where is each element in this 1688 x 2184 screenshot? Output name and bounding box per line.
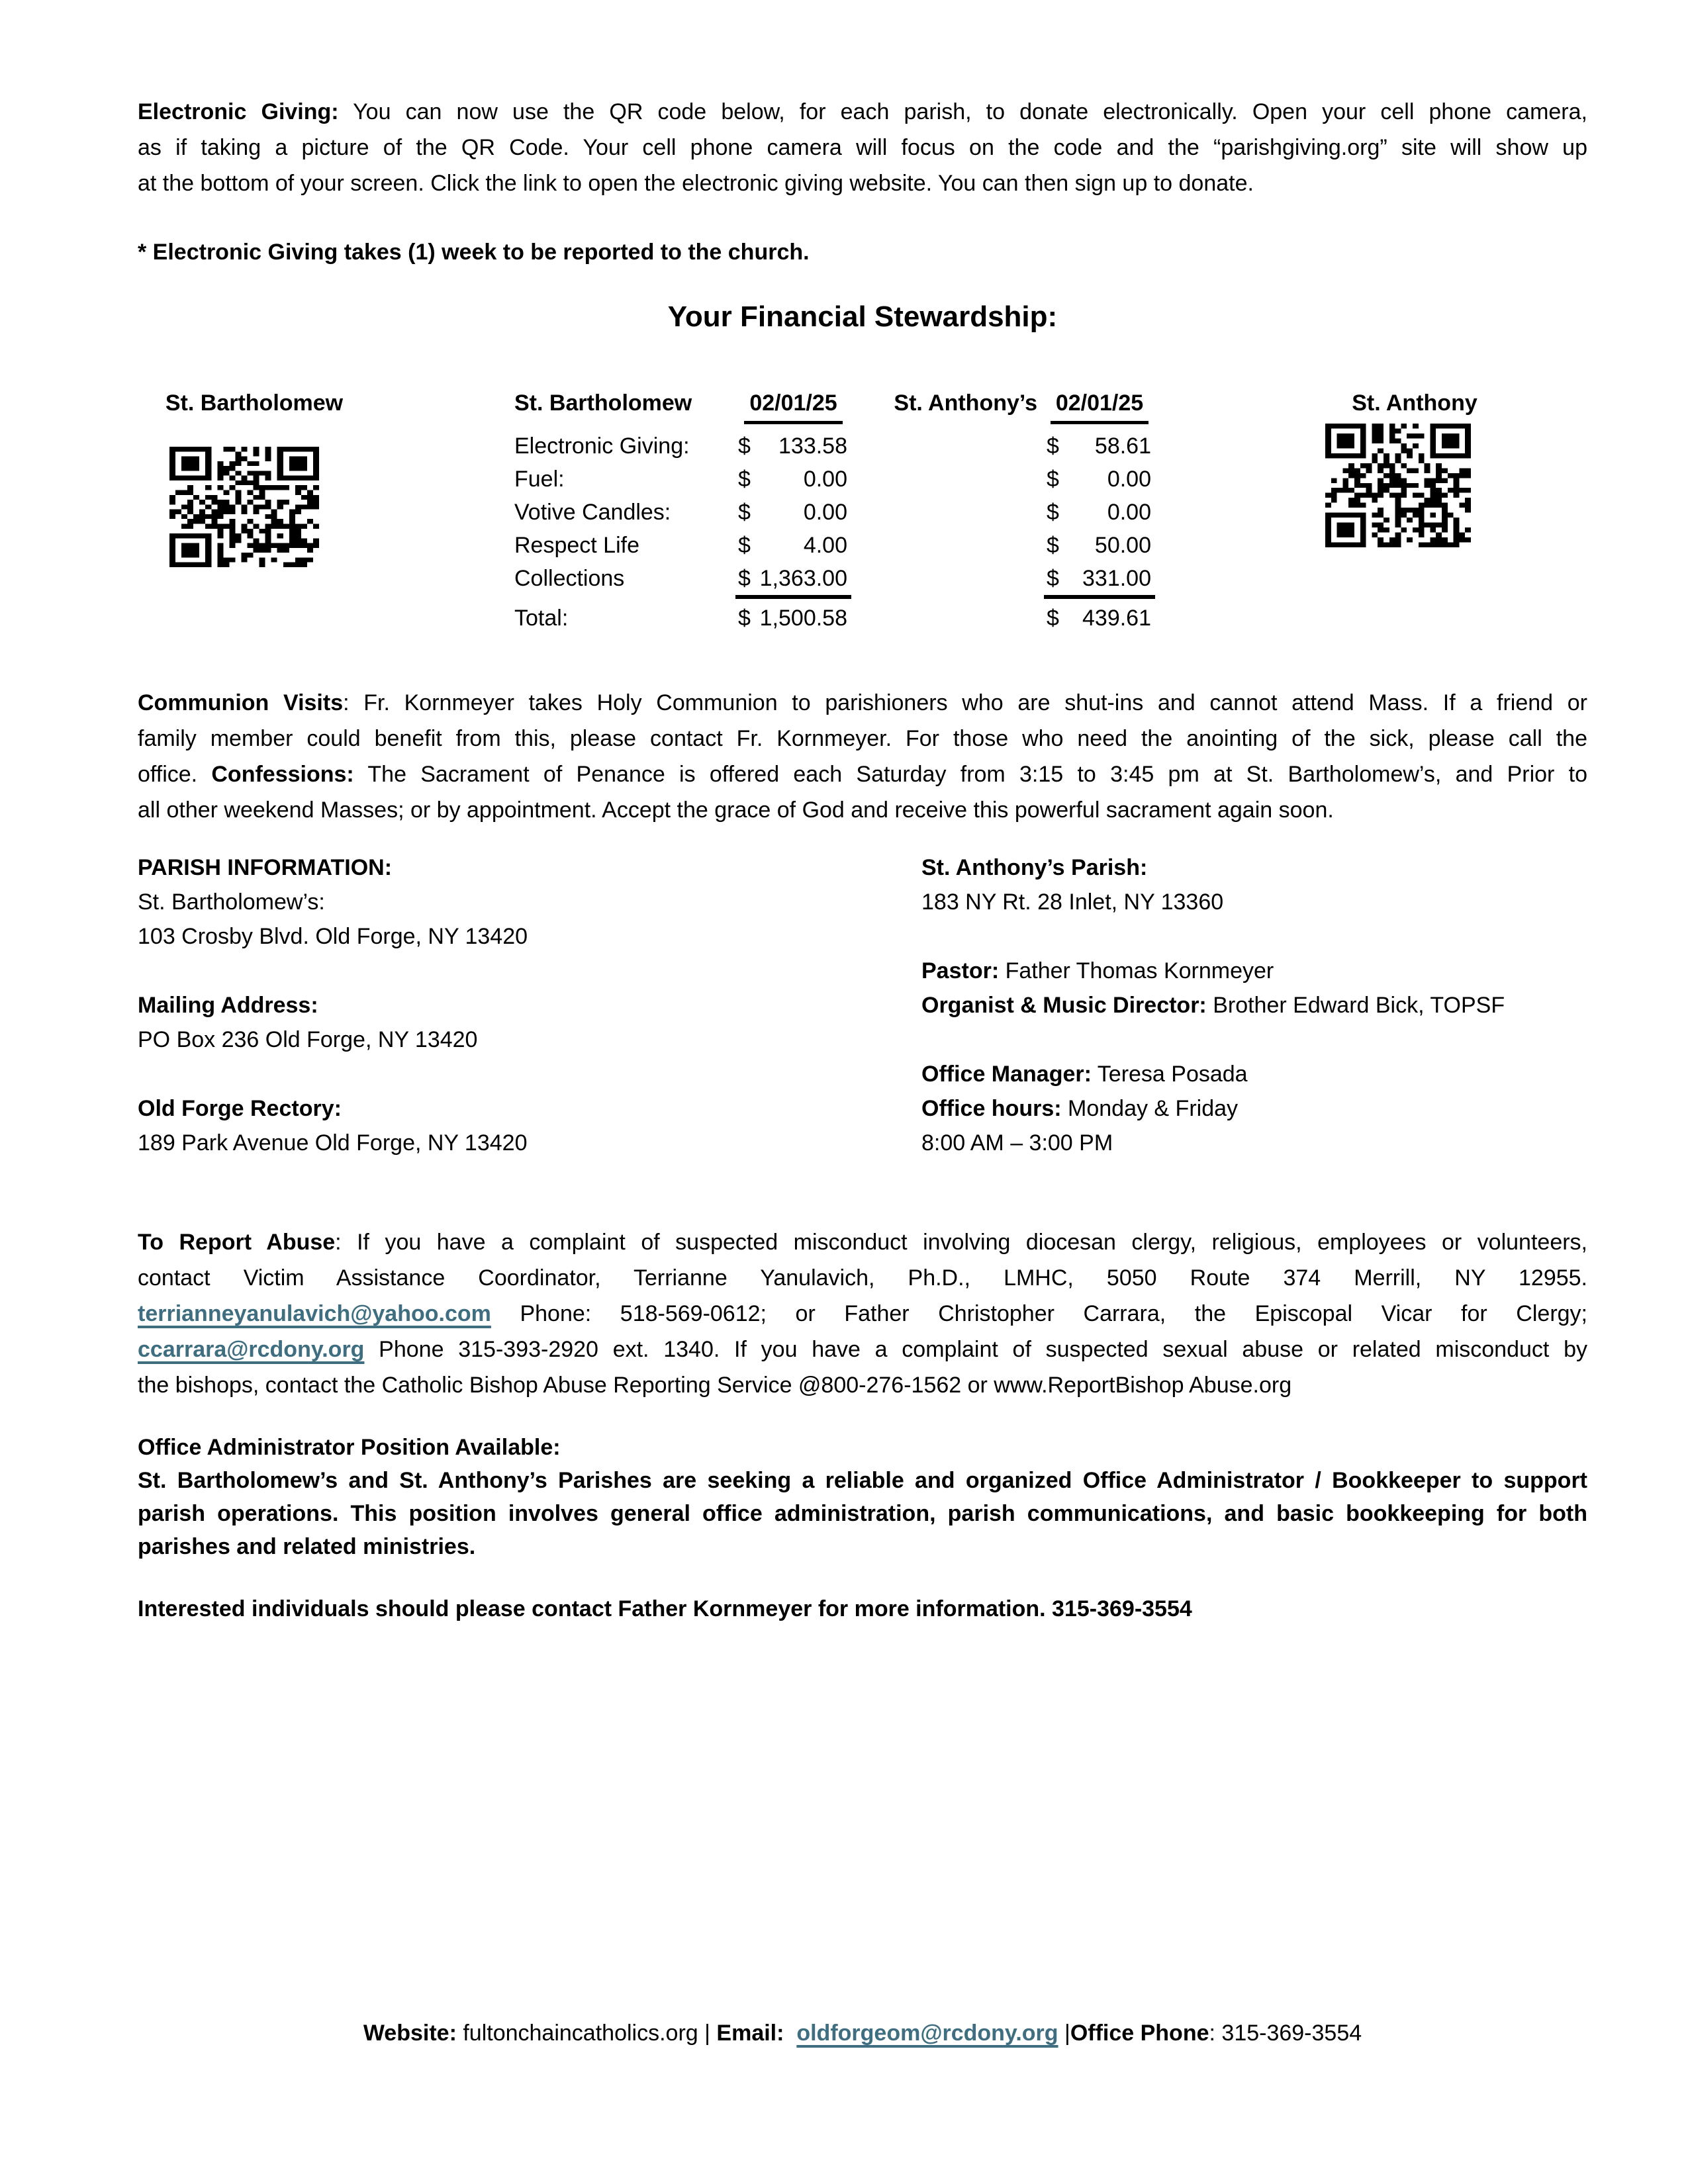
table-row-total bbox=[514, 602, 1155, 635]
parish-information-section bbox=[138, 850, 1587, 1195]
office-manager-label: Office Manager: bbox=[921, 1062, 1092, 1087]
qr-code-st-bartholomew bbox=[169, 447, 319, 567]
communion-line4: all other weekend Masses; or by appointment. Accept the grace of God and receive this powerful sacrament again soon. bbox=[138, 797, 1334, 823]
col-header-date-st-bartholomew: 02/01/25 bbox=[735, 385, 851, 424]
st-bartholomews-address: 103 Crosby Blvd. Old Forge, NY 13420 bbox=[138, 924, 528, 949]
row-label: Respect Life bbox=[514, 533, 639, 558]
parish-information-heading: PARISH INFORMATION: bbox=[138, 855, 393, 880]
row-label: Fuel: bbox=[514, 467, 565, 492]
st-anthonys-address: 183 NY Rt. 28 Inlet, NY 13360 bbox=[921, 889, 1224, 915]
communion-visits-paragraph bbox=[138, 685, 1587, 828]
coordinator-email-link[interactable]: terrianneyanulavich@yahoo.com bbox=[138, 1301, 491, 1326]
position-heading: Office Administrator Position Available: bbox=[138, 1435, 561, 1460]
sta-amount: $ 439.61 bbox=[1044, 602, 1155, 635]
office-hours-label: Office hours: bbox=[921, 1096, 1062, 1121]
office-hours-line bbox=[921, 1091, 1587, 1126]
bulletin-content bbox=[138, 0, 1587, 2184]
email-label: Email: bbox=[716, 2021, 797, 2046]
communion-visits-label: Communion Visits bbox=[138, 690, 344, 715]
office-manager-name: Teresa Posada bbox=[1091, 1062, 1248, 1087]
electronic-giving-line1 bbox=[138, 94, 1587, 130]
st-anthony-qr-label: St. Anthony bbox=[1352, 390, 1477, 416]
electronic-giving-label: Electronic Giving: bbox=[138, 99, 339, 124]
table-row-votive-candles bbox=[514, 496, 1155, 529]
office-phone-value: : 315-369-3554 bbox=[1209, 2021, 1362, 2046]
footer bbox=[138, 2015, 1587, 2051]
report-abuse-label: To Report Abuse bbox=[138, 1230, 336, 1255]
dollar-sign: $ bbox=[1047, 467, 1059, 492]
dollar-sign: $ bbox=[1047, 566, 1059, 591]
pastor-name: Father Thomas Kornmeyer bbox=[999, 958, 1274, 983]
financial-stewardship-section bbox=[138, 385, 1587, 663]
dollar-sign: $ bbox=[738, 606, 751, 631]
vicar-email-link[interactable]: ccarrara@rcdony.org bbox=[138, 1337, 365, 1362]
st-anthonys-parish-name: St. Anthony’s Parish: bbox=[921, 855, 1148, 880]
table-row-electronic-giving bbox=[514, 430, 1155, 463]
st-bartholomew-qr-label: St. Bartholomew bbox=[165, 390, 344, 416]
office-hours-time: 8:00 AM – 3:00 PM bbox=[921, 1130, 1113, 1156]
stb-amount: $ 4.00 bbox=[735, 529, 851, 562]
electronic-giving-line1-text: You can now use the QR code below, for each parish, to donate electronically. Open your cell phone camera, bbox=[338, 99, 1587, 124]
parish-info-left-column bbox=[138, 850, 899, 1160]
organist-line bbox=[921, 988, 1587, 1023]
electronic-giving-paragraph bbox=[138, 94, 1587, 201]
financial-table bbox=[514, 385, 1155, 635]
confessions-label: Confessions: bbox=[211, 762, 354, 787]
stb-amount: $ 133.58 bbox=[735, 430, 851, 463]
pastor-label: Pastor: bbox=[921, 958, 1000, 983]
table-row-collections bbox=[514, 562, 1155, 599]
stb-amount-underlined: $ 1,363.00 bbox=[735, 562, 851, 599]
table-row-respect-life bbox=[514, 529, 1155, 562]
row-label: Electronic Giving: bbox=[514, 433, 690, 459]
sta-amount: $ 58.61 bbox=[1044, 430, 1155, 463]
stb-amount: $ 0.00 bbox=[735, 496, 851, 529]
sta-amount-underlined: $ 331.00 bbox=[1044, 562, 1155, 599]
sta-amount: $ 50.00 bbox=[1044, 529, 1155, 562]
electronic-giving-line3: at the bottom of your screen. Click the link to open the electronic giving website. You can then sign up to donate. bbox=[138, 171, 1254, 196]
financial-table-header bbox=[514, 385, 1155, 424]
sta-amount: $ 0.00 bbox=[1044, 463, 1155, 496]
dollar-sign: $ bbox=[738, 533, 751, 558]
office-administrator-position-section bbox=[138, 1431, 1587, 1563]
stb-amount: $ 0.00 bbox=[735, 463, 851, 496]
qr-code-st-anthony bbox=[1325, 424, 1471, 547]
dollar-sign: $ bbox=[738, 566, 751, 591]
parish-info-right-column bbox=[921, 850, 1587, 1160]
website-label: Website: bbox=[363, 2021, 457, 2046]
pastor-line bbox=[921, 954, 1587, 988]
office-manager-line bbox=[921, 1057, 1587, 1091]
dollar-sign: $ bbox=[1047, 500, 1059, 525]
position-line3: parishes and related ministries. bbox=[138, 1534, 476, 1559]
organist-label: Organist & Music Director: bbox=[921, 993, 1207, 1018]
communion-line2: family member could benefit from this, please contact Fr. Kornmeyer. For those who need the anointing of the sick, please call the bbox=[138, 726, 1587, 751]
row-label: Votive Candles: bbox=[514, 500, 671, 525]
abuse-line5: the bishops, contact the Catholic Bishop Abuse Reporting Service @800-276-1562 or www.ReportBishop Abuse.org bbox=[138, 1373, 1292, 1398]
separator: | bbox=[704, 2021, 717, 2046]
stb-amount: $ 1,500.58 bbox=[735, 602, 851, 635]
separator: | bbox=[1058, 2021, 1070, 2046]
abuse-line1: To Report Abuse: If you have a complaint of suspected misconduct involving diocesan clergy, religious, employees or volunteers, bbox=[138, 1230, 1587, 1255]
col-header-st-bartholomew: St. Bartholomew bbox=[514, 390, 692, 416]
office-email-link[interactable]: oldforgeom@rcdony.org bbox=[796, 2021, 1058, 2046]
st-bartholomews-name: St. Bartholomew’s: bbox=[138, 889, 325, 915]
col-header-date-st-anthonys: 02/01/25 bbox=[1044, 385, 1155, 424]
financial-stewardship-heading: Your Financial Stewardship: bbox=[667, 300, 1058, 333]
website-value: fultonchaincatholics.org bbox=[456, 2021, 705, 2046]
sta-amount: $ 0.00 bbox=[1044, 496, 1155, 529]
dollar-sign: $ bbox=[1047, 533, 1059, 558]
position-line2: parish operations. This position involves general office administration, parish communications, and basic bookkeeping for both bbox=[138, 1501, 1587, 1526]
interested-contact-line: Interested individuals should please contact Father Kornmeyer for more information. 315-369-3554 bbox=[138, 1596, 1192, 1621]
organist-name: Brother Edward Bick, TOPSF bbox=[1206, 993, 1505, 1018]
communion-line3: office. Confessions: The Sacrament of Penance is offered each Saturday from 3:15 to 3:45 pm at St. Bartholomew’s, and Prior to bbox=[138, 762, 1587, 787]
office-phone-label: Office Phone bbox=[1070, 2021, 1209, 2046]
dollar-sign: $ bbox=[738, 467, 751, 492]
communion-line1: Communion Visits: Fr. Kornmeyer takes Holy Communion to parishioners who are shut-ins and cannot attend Mass. If a friend or bbox=[138, 690, 1587, 715]
abuse-line3: terrianneyanulavich@yahoo.com Phone: 518-569-0612; or Father Christopher Carrara, the Episcopal Vicar for Clergy; bbox=[138, 1301, 1587, 1326]
abuse-line2: contact Victim Assistance Coordinator, Terrianne Yanulavich, Ph.D., LMHC, 5050 Route 374 Merrill, NY 12955. bbox=[138, 1265, 1587, 1291]
row-label: Total: bbox=[514, 606, 569, 631]
dollar-sign: $ bbox=[1047, 433, 1059, 459]
position-line1: St. Bartholomew’s and St. Anthony’s Parishes are seeking a reliable and organized Office Administrator / Bookkeeper to support bbox=[138, 1468, 1587, 1493]
row-label: Collections bbox=[514, 566, 625, 591]
mailing-address-label: Mailing Address: bbox=[138, 993, 318, 1018]
office-hours-value: Monday & Friday bbox=[1061, 1096, 1239, 1121]
dollar-sign: $ bbox=[1047, 606, 1059, 631]
dollar-sign: $ bbox=[738, 433, 751, 459]
rectory-label: Old Forge Rectory: bbox=[138, 1096, 342, 1121]
mailing-address-value: PO Box 236 Old Forge, NY 13420 bbox=[138, 1027, 478, 1052]
dollar-sign: $ bbox=[738, 500, 751, 525]
electronic-giving-note: * Electronic Giving takes (1) week to be reported to the church. bbox=[138, 240, 810, 265]
col-header-st-anthonys: St. Anthony’s bbox=[894, 390, 1037, 416]
table-row-fuel bbox=[514, 463, 1155, 496]
rectory-address: 189 Park Avenue Old Forge, NY 13420 bbox=[138, 1130, 528, 1156]
abuse-line4: ccarrara@rcdony.org Phone 315-393-2920 ext. 1340. If you have a complaint of suspected sexual abuse or related misconduct by bbox=[138, 1337, 1587, 1362]
report-abuse-paragraph bbox=[138, 1224, 1587, 1403]
electronic-giving-line2: as if taking a picture of the QR Code. Your cell phone camera will focus on the code and the “parishgiving.org” site will show up bbox=[138, 135, 1587, 160]
